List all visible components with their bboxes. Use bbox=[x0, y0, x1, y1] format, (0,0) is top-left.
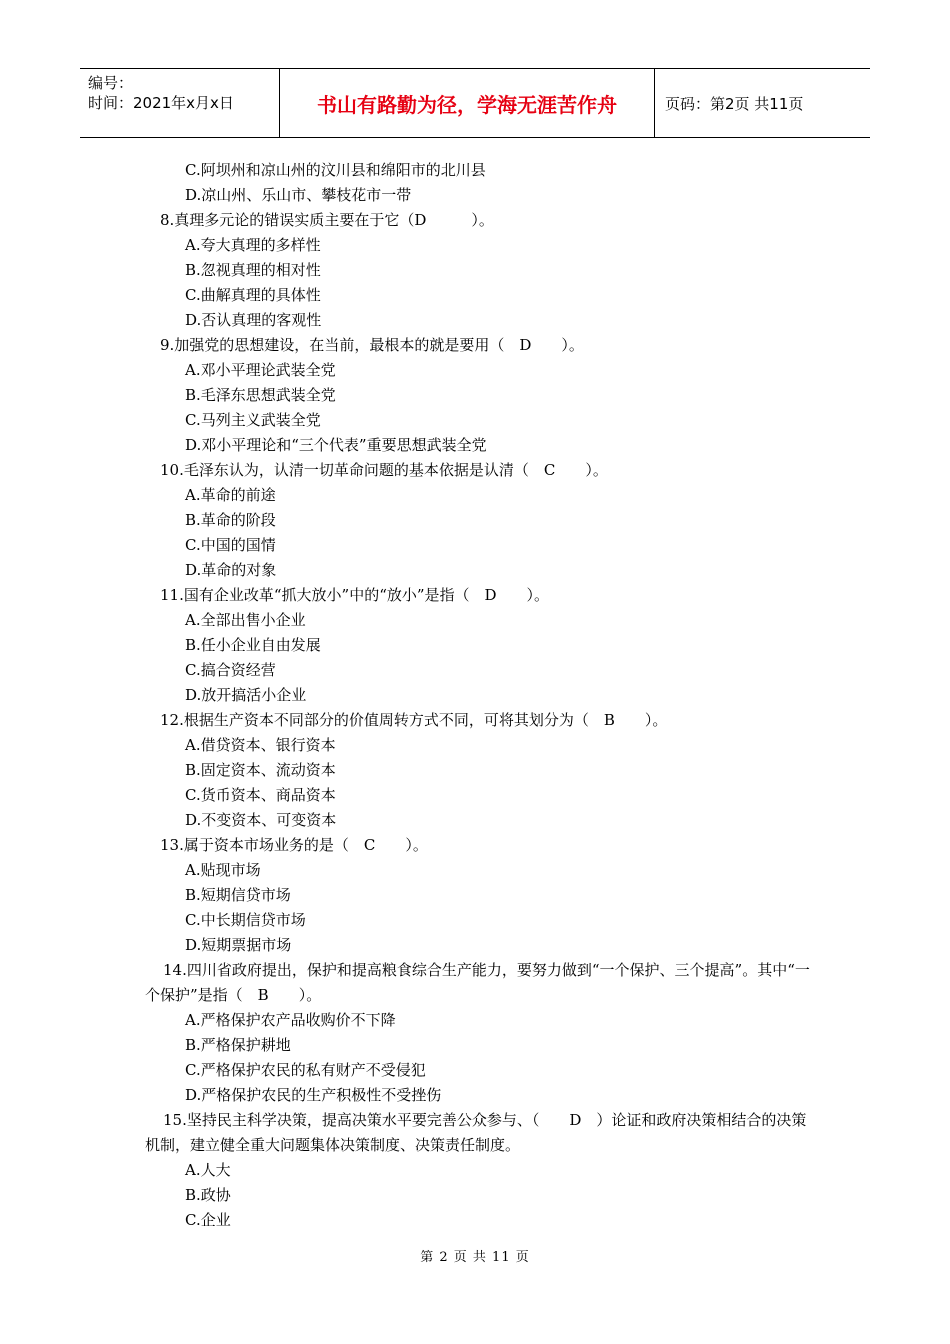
question-text: 13.属于资本市场业务的是（ C ）。 bbox=[160, 836, 428, 854]
header-meta bbox=[80, 69, 280, 137]
answer-option: A.邓小平理论武装全党 bbox=[185, 361, 336, 379]
document-time-label: 时间：2021年x月x日 bbox=[88, 94, 234, 112]
answer-option: A.人大 bbox=[185, 1161, 231, 1179]
answer-option: D.否认真理的客观性 bbox=[185, 311, 322, 329]
answer-option: B.任小企业自由发展 bbox=[185, 636, 321, 654]
answer-option: C.阿坝州和凉山州的汶川县和绵阳市的北川县 bbox=[185, 161, 486, 179]
question-text: 12.根据生产资本不同部分的价值周转方式不同，可将其划分为（ B ）。 bbox=[160, 711, 668, 729]
answer-option: B.固定资本、流动资本 bbox=[185, 761, 336, 779]
answer-option: A.全部出售小企业 bbox=[185, 611, 306, 629]
answer-option: D.邓小平理论和“三个代表”重要思想武装全党 bbox=[185, 436, 487, 454]
answer-option: A.严格保护农产品收购价不下降 bbox=[185, 1011, 396, 1029]
answer-option: D.革命的对象 bbox=[185, 561, 277, 579]
page-header bbox=[80, 68, 870, 138]
page-footer: 第 2 页 共 11 页 bbox=[420, 1250, 530, 1265]
question-text: 11.国有企业改革“抓大放小”中的“放小”是指（ D ）。 bbox=[160, 586, 550, 604]
answer-option: D.严格保护农民的生产积极性不受挫伤 bbox=[185, 1086, 442, 1104]
answer-option: D.不变资本、可变资本 bbox=[185, 811, 337, 829]
answer-option: C.货币资本、商品资本 bbox=[185, 786, 336, 804]
answer-option: A.借贷资本、银行资本 bbox=[185, 736, 336, 754]
answer-option: A.革命的前途 bbox=[185, 486, 276, 504]
document-body bbox=[145, 158, 810, 1233]
answer-option: B.忽视真理的相对性 bbox=[185, 261, 321, 279]
answer-option: C.马列主义武装全党 bbox=[185, 411, 321, 429]
answer-option: B.政协 bbox=[185, 1186, 231, 1204]
answer-option: C.中长期信贷市场 bbox=[185, 911, 306, 929]
answer-option: A.贴现市场 bbox=[185, 861, 261, 879]
answer-option: B.毛泽东思想武装全党 bbox=[185, 386, 336, 404]
answer-option: B.严格保护耕地 bbox=[185, 1036, 291, 1054]
answer-option: B.革命的阶段 bbox=[185, 511, 276, 529]
answer-option: C.严格保护农民的私有财产不受侵犯 bbox=[185, 1061, 426, 1079]
question-text: 8.真理多元论的错误实质主要在于它（D ）。 bbox=[160, 211, 494, 229]
answer-option: D.短期票据市场 bbox=[185, 936, 292, 954]
answer-option: B.短期信贷市场 bbox=[185, 886, 291, 904]
question-text: 14.四川省政府提出，保护和提高粮食综合生产能力，要努力做到“一个保护、三个提高”。其中“一个保护”是指（ B ）。 bbox=[145, 961, 810, 1004]
header-page-label: 页码：第2页 共11页 bbox=[665, 94, 804, 113]
answer-option: C.曲解真理的具体性 bbox=[185, 286, 321, 304]
answer-option: A.夸大真理的多样性 bbox=[185, 236, 321, 254]
answer-option: C.搞合资经营 bbox=[185, 661, 276, 679]
answer-option: D.放开搞活小企业 bbox=[185, 686, 307, 704]
answer-option: D.凉山州、乐山市、攀枝花市一带 bbox=[185, 186, 412, 204]
document-number-label: 编号： bbox=[88, 74, 134, 92]
question-text: 15.坚持民主科学决策，提高决策水平要完善公众参与、（ D ）论证和政府决策相结合的决策机制，建立健全重大问题集体决策制度、决策责任制度。 bbox=[145, 1111, 807, 1154]
question-text: 10.毛泽东认为，认清一切革命问题的基本依据是认清（ C ）。 bbox=[160, 461, 608, 479]
question-text: 9.加强党的思想建设，在当前，最根本的就是要用（ D ）。 bbox=[160, 336, 584, 354]
answer-option: C.中国的国情 bbox=[185, 536, 276, 554]
answer-option: C.企业 bbox=[185, 1211, 231, 1229]
header-motto: 书山有路勤为径，学海无涯苦作舟 bbox=[280, 69, 655, 137]
